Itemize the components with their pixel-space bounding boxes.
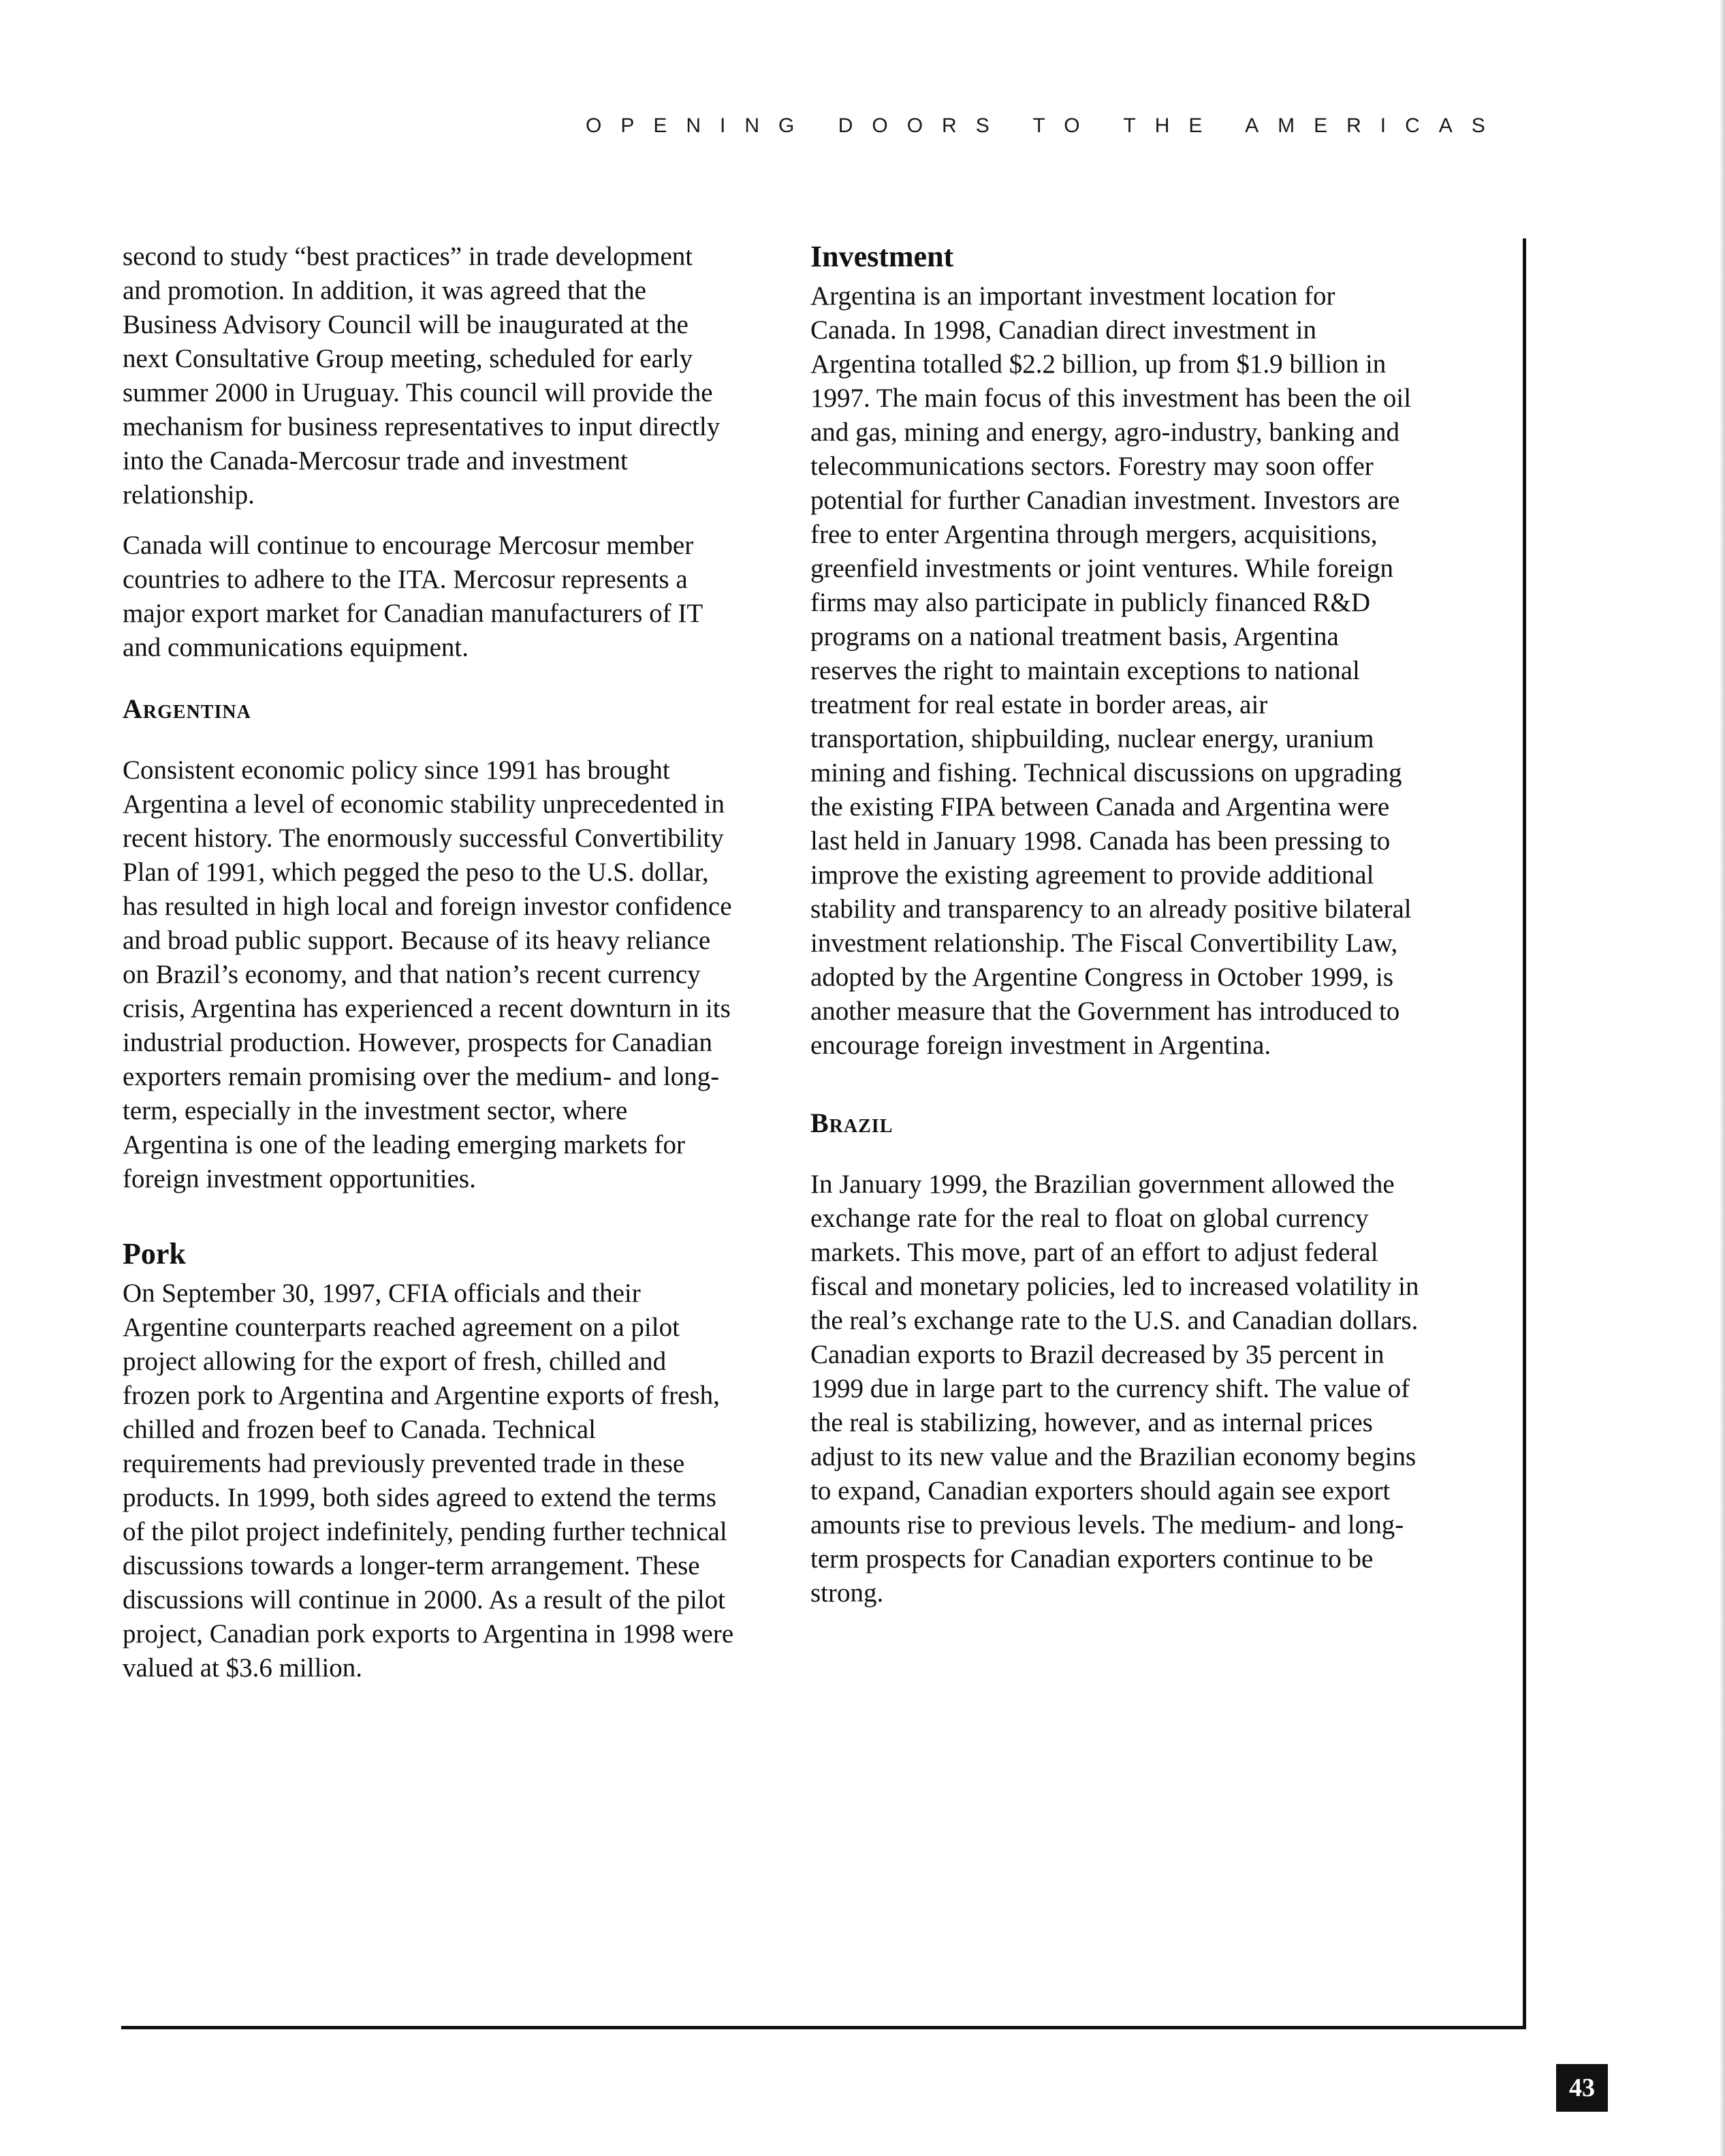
- scan-edge-shadow: [1720, 0, 1725, 2156]
- section-heading-brazil: Brazil: [810, 1108, 893, 1138]
- running-header: OPENING DOORS TO THE AMERICAS: [586, 114, 1504, 137]
- right-column: [810, 240, 1423, 1627]
- vertical-rule: [1523, 238, 1526, 2029]
- subheading-pork: Pork: [123, 1237, 186, 1270]
- paragraph-argentina-economy: Consistent economic policy since 1991 has brought Argentina a level of economic stability unprecedented in recent history. The enormously successful Convertibility Plan of 1991, which pegged the peso to the U.S. dollar, has resulted in high local and foreign investor confidence and broad public support. Because of its heavy reliance on Brazil’s economy, and that nation’s recent currency crisis, Argentina has experienced a recent downturn in its industrial production. However, prospects for Canadian exporters remain promising over the medium- and long-term, especially in the investment sector, where Argentina is one of the leading emerging markets for foreign investment opportunities.: [123, 755, 732, 1193]
- page-number: 43: [1556, 2064, 1608, 2112]
- paragraph-investment: Argentina is an important investment location for Canada. In 1998, Canadian direct investment in Argentina totalled $2.2 billion, up from $1.9 billion in 1997. The main focus of this investment has been the oil and gas, mining and energy, agro-industry, banking and telecommunications sectors. Forestry may soon offer potential for further Canadian investment. Investors are free to enter Argentina through mergers, acquisitions, greenfield investments or joint ventures. While foreign firms may also participate in publicly financed R&D programs on a national treatment basis, Argentina reserves the right to maintain exceptions to national treatment for real estate in border areas, air transportation, shipbuilding, nuclear energy, uranium mining and fishing. Technical discussions on upgrading the existing FIPA between Canada and Argentina were last held in January 1998. Canada has been pressing to improve the existing agreement to provide additional stability and transparency to an already positive bilateral investment relationship. The Fiscal Convertibility Law, adopted by the Argentine Congress in October 1999, is another measure that the Government has introduced to encourage foreign investment in Argentina.: [810, 281, 1412, 1060]
- paragraph-pork: On September 30, 1997, CFIA officials and their Argentine counterparts reached agreement on a pilot project allowing for the export of fresh, chilled and frozen pork to Argentina and Argentine exports of fresh, chilled and frozen beef to Canada. Technical requirements had previously prevented trade in these products. In 1999, both sides agreed to extend the terms of the pilot project indefinitely, pending further technical discussions towards a longer-term arrangement. These discussions will continue in 2000. As a result of the pilot project, Canadian pork exports to Argentina in 1998 were valued at $3.6 million.: [123, 1279, 734, 1683]
- section-heading-argentina: Argentina: [123, 693, 251, 724]
- horizontal-rule: [121, 2026, 1526, 2029]
- paragraph-brazil: In January 1999, the Brazilian government allowed the exchange rate for the real to float on global currency markets. This move, part of an effort to adjust federal fiscal and monetary policies, led to increased volatility in the real’s exchange rate to the U.S. and Canadian dollars. Canadian exports to Brazil decreased by 35 percent in 1999 due in large part to the currency shift. The value of the real is stabilizing, however, and as internal prices adjust to its new value and the Brazilian economy begins to expand, Canadian exporters should again see export amounts rise to previous levels. The medium- and long-term prospects for Canadian exporters continue to be strong.: [810, 1170, 1419, 1608]
- paragraph-mercosur-ita: Canada will continue to encourage Mercosur member countries to adhere to the ITA. Mercosur represents a major export market for Canadian manufacturers of IT and communications equipment.: [123, 531, 703, 662]
- paragraph-mercosur-council: second to study “best practices” in trade development and promotion. In addition, it was agreed that the Business Advisory Council will be inaugurated at the next Consultative Group meeting, scheduled for early summer 2000 in Uruguay. This council will provide the mechanism for business representatives to input directly into the Canada-Mercosur trade and investment relationship.: [123, 242, 721, 510]
- subheading-investment: Investment: [810, 240, 954, 273]
- left-column: [123, 240, 735, 1702]
